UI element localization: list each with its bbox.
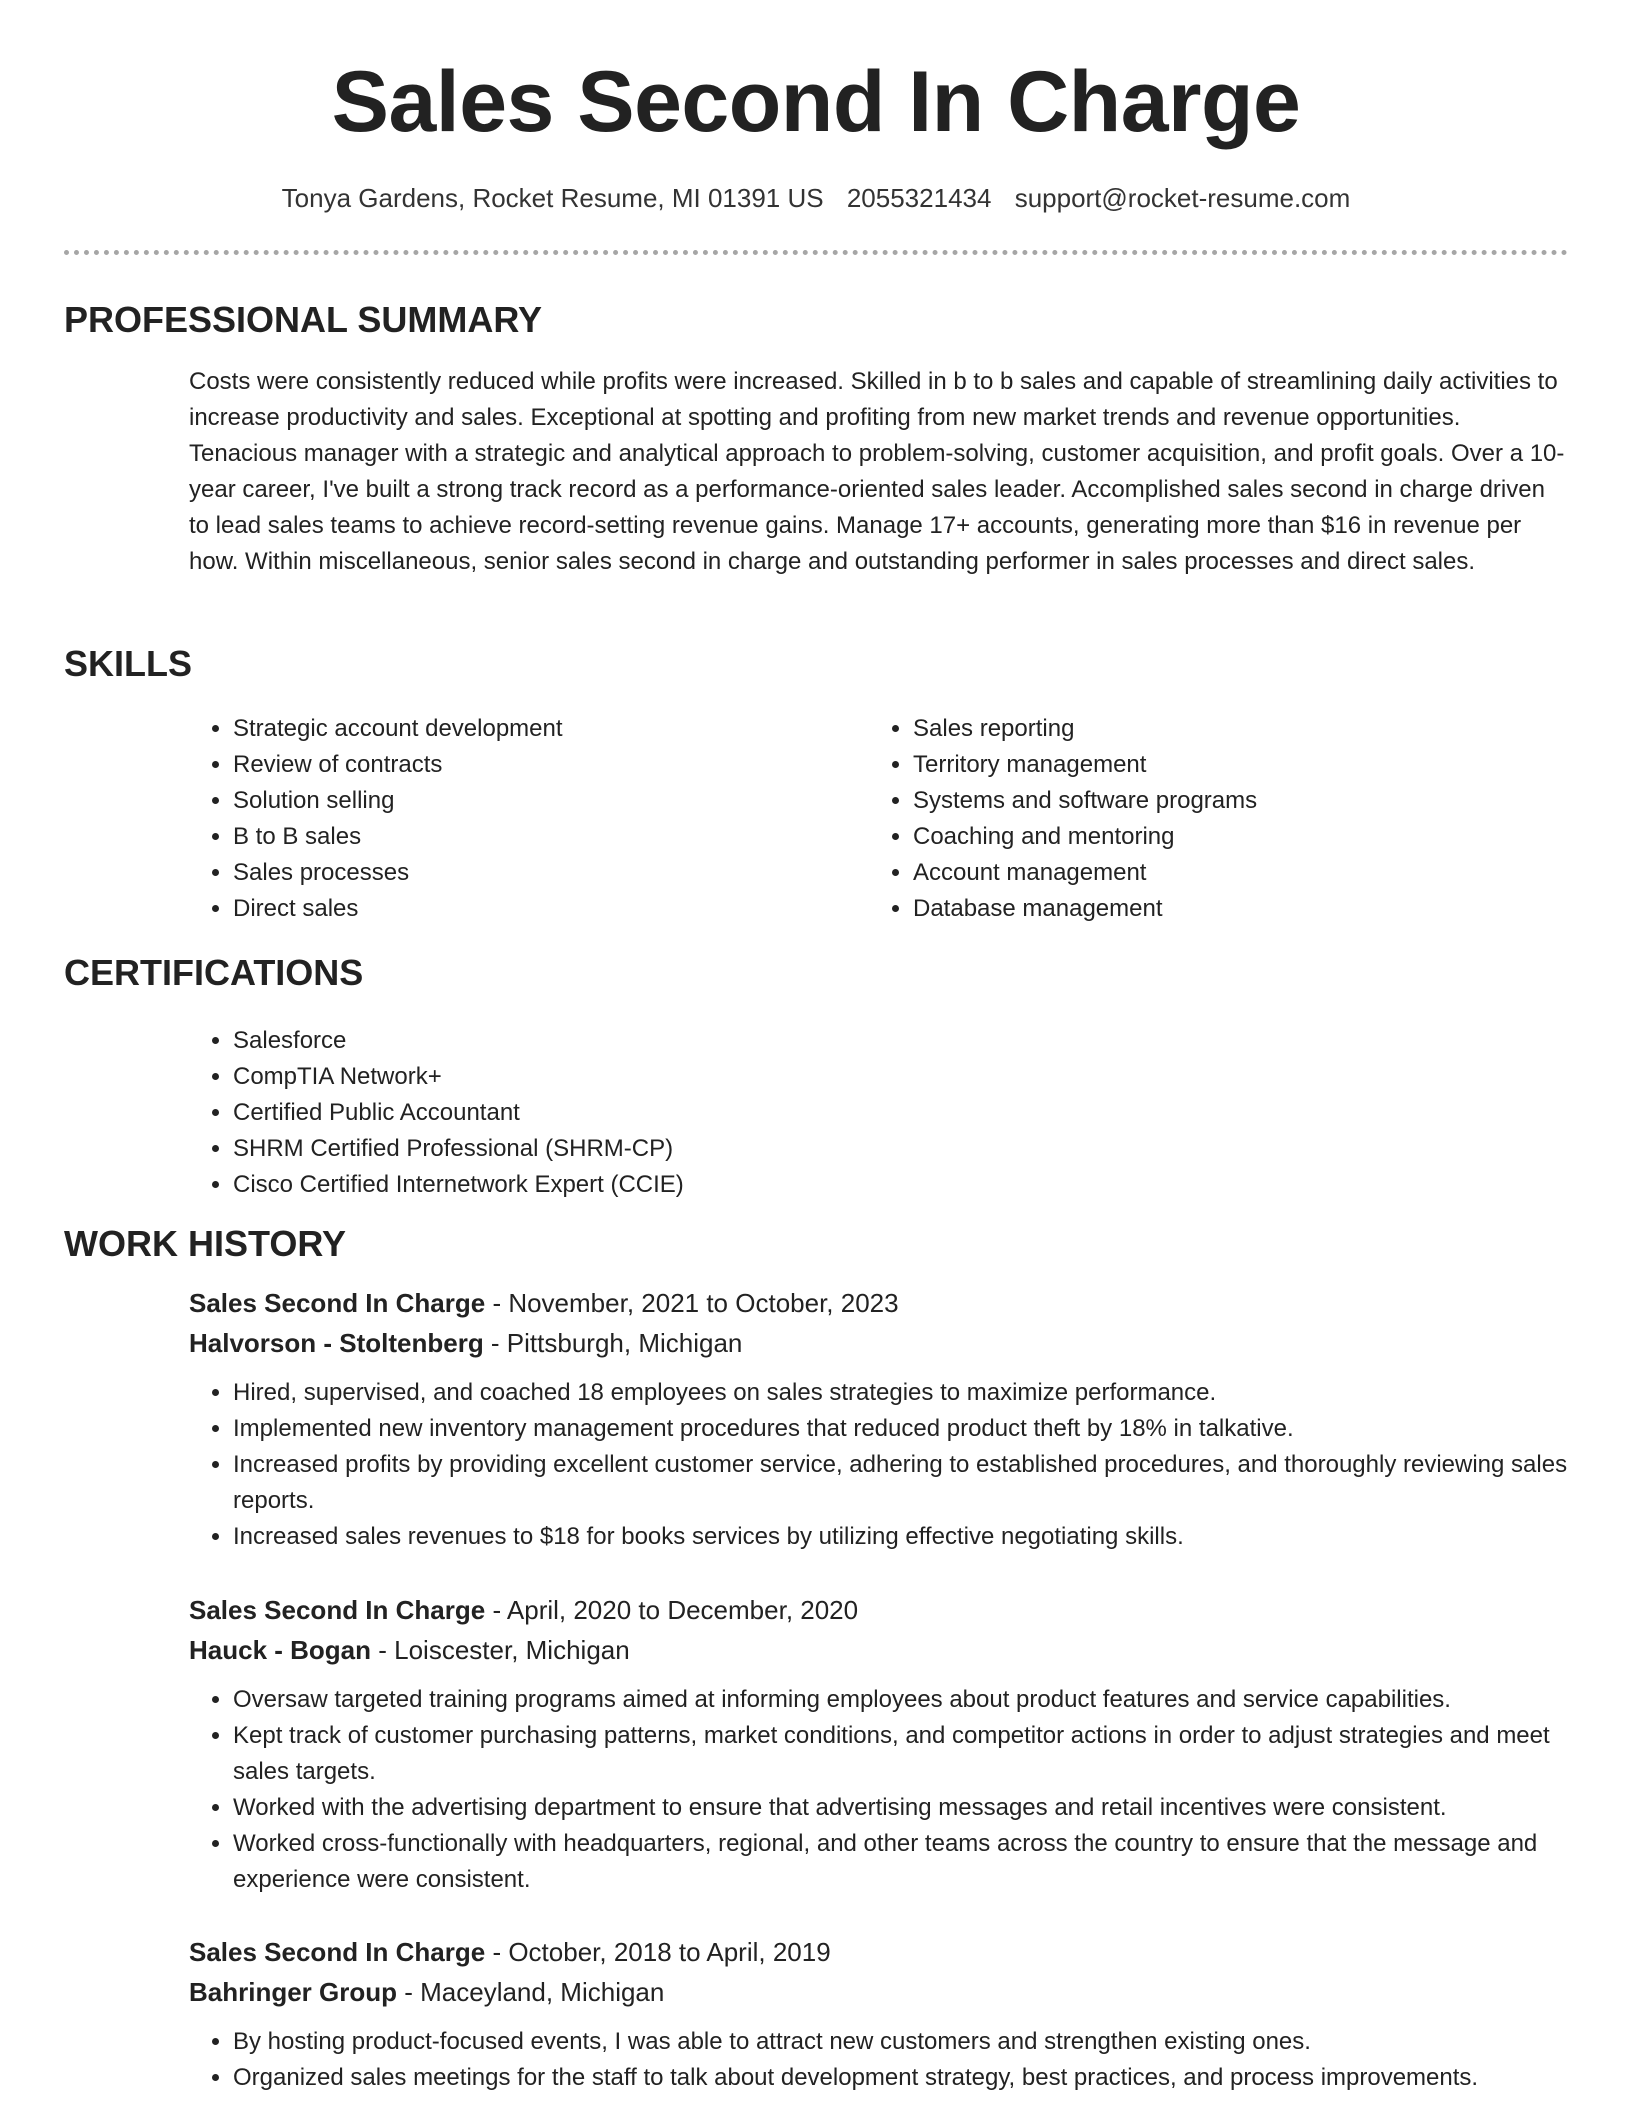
summary-text: Costs were consistently reduced while profits were increased. Skilled in b to b sales and capable of streamlining daily activities to increase productivity and sales. Exceptional at spotting and profiting from new market trends and revenue opportunities. Tenacious manager with a strategic and analytical approach to problem-solving, customer acquisition, and profit goals. Over a 10-year career, I've built a strong track record as a performance-oriented sales leader. Accomplished sales second in charge driven to lead sales teams to achieve record-setting revenue gains. Manage 17+ accounts, generating more than $16 in revenue per how. Within miscellaneous, senior sales second in charge and outstanding performer in sales processes and direct sales. (189, 368, 1565, 575)
list-item: • Coaching and mentoring (913, 819, 1509, 855)
certifications-list (189, 1023, 1089, 1203)
list-item: • Sales reporting (913, 711, 1509, 747)
job-company-line (189, 1323, 1569, 1363)
resume-name: Sales Second In Charge (331, 54, 1301, 150)
job-duties-list (189, 1375, 1569, 1555)
list-item: • Cisco Certified Internetwork Expert (CCIE) (233, 1167, 1089, 1203)
contact-address: Tonya Gardens, Rocket Resume, MI 01391 US (281, 183, 824, 213)
list-item: • Worked cross-functionally with headquarters, regional, and other teams across the country to ensure that the message and experience were consistent. (233, 1826, 1569, 1898)
job-dates: - October, 2018 to April, 2019 (485, 1937, 831, 1967)
skills-list-right (869, 711, 1509, 927)
job-duties-list (189, 2024, 1569, 2096)
list-item: • Account management (913, 855, 1509, 891)
list-item: • B to B sales (233, 819, 829, 855)
section-title-summary: PROFESSIONAL SUMMARY (64, 299, 543, 340)
job-duties-list (189, 1682, 1569, 1898)
list-item: • Oversaw targeted training programs aimed at informing employees about product features and service capabilities. (233, 1682, 1569, 1718)
list-item: • Increased sales revenues to $18 for books services by utilizing effective negotiating skills. (233, 1519, 1569, 1555)
section-title-work-history: WORK HISTORY (64, 1223, 347, 1264)
section-title-certifications: CERTIFICATIONS (64, 952, 364, 993)
contact-phone: 2055321434 (846, 183, 992, 213)
list-item: • Review of contracts (233, 747, 829, 783)
job-role-line (189, 1932, 1569, 1972)
list-item: • Solution selling (233, 783, 829, 819)
list-item: • SHRM Certified Professional (SHRM-CP) (233, 1131, 1089, 1167)
job-entry (189, 1283, 1569, 1555)
list-item: • Direct sales (233, 891, 829, 927)
list-item: • By hosting product-focused events, I was able to attract new customers and strengthen existing ones. (233, 2024, 1569, 2060)
job-entry (189, 1590, 1569, 1898)
job-location: - Pittsburgh, Michigan (483, 1328, 743, 1358)
job-company-line (189, 1972, 1569, 2012)
job-company: Hauck - Bogan (189, 1635, 372, 1665)
list-item: • Sales processes (233, 855, 829, 891)
job-role-line (189, 1590, 1569, 1630)
certifications-block (189, 1023, 1089, 1203)
job-role-line (189, 1283, 1569, 1323)
job-company: Halvorson - Stoltenberg (189, 1328, 484, 1358)
job-entry (189, 1932, 1569, 2096)
list-item: • Systems and software programs (913, 783, 1509, 819)
list-item: • Territory management (913, 747, 1509, 783)
job-company: Bahringer Group (189, 1977, 398, 2007)
job-company-line (189, 1630, 1569, 1670)
contact-email: support@rocket-resume.com (1014, 183, 1351, 213)
list-item: • Organized sales meetings for the staff to talk about development strategy, best practices, and process improvements. (233, 2060, 1569, 2096)
list-item: • Salesforce (233, 1023, 1089, 1059)
job-location: - Maceyland, Michigan (397, 1977, 665, 2007)
list-item: • Increased profits by providing excellent customer service, adhering to established procedures, and thoroughly reviewing sales reports. (233, 1447, 1569, 1519)
header-divider (64, 250, 1568, 255)
list-item: • Worked with the advertising department to ensure that advertising messages and retail incentives were consistent. (233, 1790, 1569, 1826)
job-dates: - November, 2021 to October, 2023 (485, 1288, 899, 1318)
job-role: Sales Second In Charge (189, 1288, 486, 1318)
list-item: • Strategic account development (233, 711, 829, 747)
skills-column-left (189, 711, 829, 927)
list-item: • Database management (913, 891, 1509, 927)
job-dates: - April, 2020 to December, 2020 (485, 1595, 859, 1625)
list-item: • Hired, supervised, and coached 18 employees on sales strategies to maximize performance. (233, 1375, 1569, 1411)
contact-line (0, 180, 1632, 216)
list-item: • Implemented new inventory management procedures that reduced product theft by 18% in talkative. (233, 1411, 1569, 1447)
list-item: • Certified Public Accountant (233, 1095, 1089, 1131)
job-role: Sales Second In Charge (189, 1595, 486, 1625)
list-item: • CompTIA Network+ (233, 1059, 1089, 1095)
job-location: - Loiscester, Michigan (371, 1635, 630, 1665)
list-item: • Kept track of customer purchasing patterns, market conditions, and competitor actions in order to adjust strategies and meet sales targets. (233, 1718, 1569, 1790)
skills-column-right (869, 711, 1509, 927)
skills-list-left (189, 711, 829, 927)
job-role: Sales Second In Charge (189, 1937, 486, 1967)
section-title-skills: SKILLS (64, 643, 193, 684)
